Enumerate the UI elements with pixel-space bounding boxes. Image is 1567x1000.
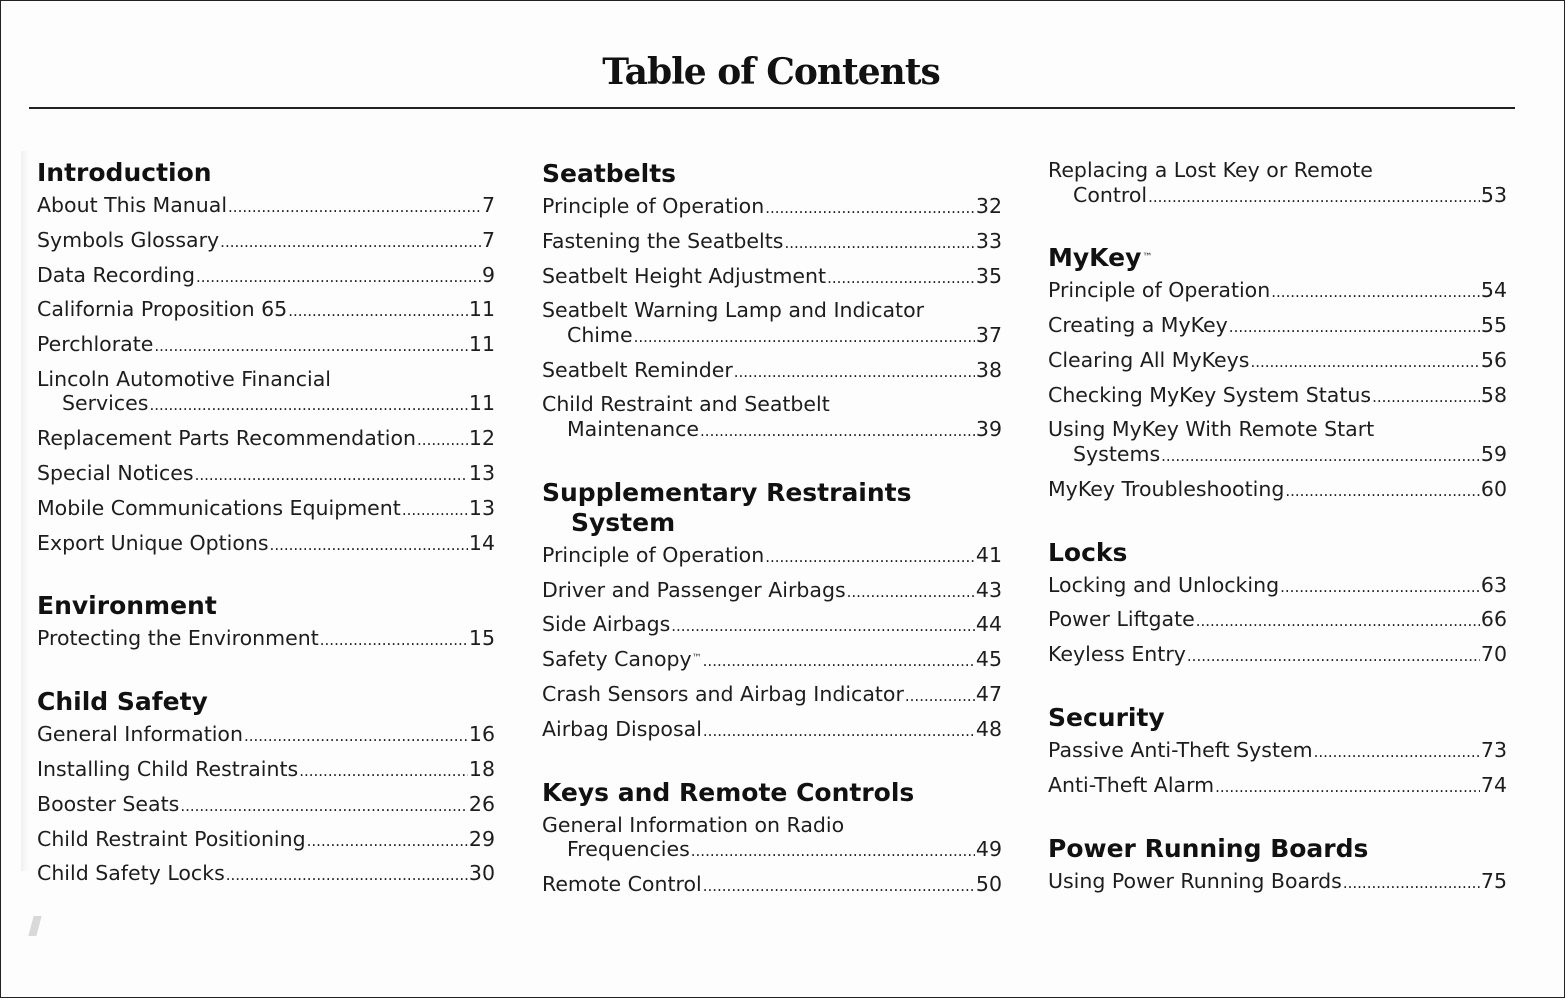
entry-page-number: 7 [481, 227, 495, 252]
entry-page-number: 60 [1480, 476, 1507, 501]
entry-label: Locking and Unlocking [1048, 572, 1280, 597]
entry-label: Creating a MyKey [1048, 313, 1228, 338]
entry-page-number: 54 [1480, 278, 1507, 303]
entry-page-number: 9 [481, 262, 495, 287]
section-heading-text: Keys and Remote Controls [542, 777, 915, 807]
section-spacer [542, 752, 1002, 778]
title-divider [29, 107, 1515, 109]
toc-entry [37, 263, 495, 290]
toc-section [1048, 677, 1507, 799]
dot-leader [1280, 573, 1480, 600]
trademark-mark: ™ [691, 653, 702, 665]
entry-page-number: 33 [975, 228, 1002, 253]
dot-leader [827, 264, 975, 291]
section-spacer [1048, 677, 1507, 703]
entry-page-number: 7 [481, 193, 495, 217]
entry-label-wrap [37, 722, 243, 747]
entry-label: Perchlorate [37, 332, 154, 357]
entry-label-continued: Frequencies [567, 837, 690, 862]
entry-label-wrap [37, 827, 306, 852]
entry-label: General Information on Radio [542, 812, 845, 837]
entry-page-number: 14 [468, 530, 495, 555]
toc-entry [37, 367, 495, 418]
entry-page-number: 13 [468, 461, 495, 486]
toc-entry [1048, 278, 1507, 305]
toc-section [1048, 217, 1507, 503]
entry-label: Using Power Running Boards [1048, 868, 1342, 893]
toc-entry [37, 792, 495, 819]
dot-leader [703, 717, 975, 744]
toc-entry [37, 827, 495, 854]
entry-page-number: 63 [1480, 572, 1507, 597]
entry-page-number: 47 [975, 681, 1002, 706]
trademark-mark: ™ [1142, 252, 1153, 264]
entry-label: Safety Canopy [542, 647, 692, 672]
entry-label-wrap [542, 647, 702, 672]
section-heading [1048, 243, 1507, 273]
entry-label: Side Airbags [542, 612, 671, 637]
section-heading-text: MyKey [1048, 243, 1142, 273]
toc-entry [1048, 738, 1507, 765]
dot-leader [734, 358, 975, 385]
dot-leader [703, 647, 975, 674]
toc-entry [542, 872, 1002, 899]
toc-section [37, 565, 495, 653]
entry-label-wrap [1048, 278, 1270, 303]
entry-label: Using MyKey With Remote Start [1048, 417, 1375, 442]
toc-section [542, 159, 1002, 443]
dot-leader [1314, 738, 1480, 765]
dot-leader [765, 543, 975, 570]
dot-leader [765, 194, 975, 221]
toc-entry [37, 496, 495, 523]
dot-leader [1285, 477, 1480, 504]
dot-leader [228, 193, 481, 220]
dot-leader [299, 757, 468, 784]
entry-label-continued: Maintenance [567, 416, 700, 441]
entry-page-number: 18 [468, 757, 495, 782]
entry-page-number: 32 [975, 194, 1002, 218]
dot-leader [1215, 773, 1480, 800]
dot-leader [671, 612, 975, 639]
section-heading-text: Introduction [37, 158, 212, 187]
entry-label: Booster Seats [37, 791, 180, 816]
dot-leader [691, 837, 975, 864]
entry-line-2 [542, 837, 1002, 864]
entry-label: Airbag Disposal [542, 716, 702, 741]
dot-leader [703, 872, 975, 899]
entry-page-number: 53 [1480, 182, 1507, 207]
entry-page-number: 16 [468, 722, 495, 747]
dot-leader [1161, 442, 1480, 469]
toc-entry [1048, 158, 1507, 209]
toc-entry [37, 461, 495, 488]
entry-page-number: 50 [975, 871, 1002, 896]
toc-column-3 [1048, 158, 1507, 903]
entry-label: Protecting the Environment [37, 626, 319, 651]
entry-label: Principle of Operation [542, 542, 765, 567]
entry-label: Crash Sensors and Airbag Indicator [542, 681, 904, 706]
entry-page-number: 12 [468, 426, 495, 451]
dot-leader [195, 461, 468, 488]
entry-label-wrap [542, 264, 826, 289]
entry-page-number: 74 [1480, 772, 1507, 797]
toc-entry [1048, 773, 1507, 800]
section-heading [37, 591, 495, 621]
toc-section [542, 452, 1002, 743]
dot-leader [288, 297, 468, 324]
dot-leader [320, 626, 468, 653]
dot-leader [905, 682, 975, 709]
section-heading [1048, 703, 1507, 733]
entry-label: Special Notices [37, 461, 194, 486]
entry-label-wrap [37, 297, 287, 322]
toc-entry [542, 647, 1002, 674]
entry-label-wrap [542, 358, 733, 383]
section-heading [37, 158, 495, 188]
toc-entry [1048, 313, 1507, 340]
toc-entry [37, 297, 495, 324]
toc-entry [542, 298, 1002, 349]
section-heading-continued: System [571, 507, 676, 537]
section-heading [37, 687, 495, 717]
section-spacer [1048, 512, 1507, 538]
entry-page-number: 43 [975, 577, 1002, 602]
entry-line-2 [1048, 442, 1507, 469]
entry-label-continued: Services [62, 391, 149, 416]
entry-label-wrap [542, 194, 764, 219]
entry-page-number: 55 [1480, 313, 1507, 338]
toc-entry [542, 578, 1002, 605]
section-spacer [1048, 808, 1507, 834]
entry-page-number: 59 [1480, 441, 1507, 466]
entry-label: Fastening the Seatbelts [542, 228, 784, 253]
entry-page-number: 11 [468, 391, 495, 416]
entry-label: Seatbelt Reminder [542, 357, 733, 382]
toc-entry [37, 228, 495, 255]
toc-entry [542, 612, 1002, 639]
dot-leader [784, 229, 974, 256]
toc-entry [1048, 383, 1507, 410]
entry-label-wrap [542, 612, 670, 637]
section-heading-text: Seatbelts [542, 159, 677, 188]
dot-leader [244, 722, 468, 749]
entry-label-wrap [1048, 348, 1249, 373]
entry-label-continued: Control [1073, 182, 1148, 207]
entry-page-number: 58 [1480, 382, 1507, 407]
toc-entry [1048, 607, 1507, 634]
toc-entry [37, 332, 495, 359]
section-spacer [37, 661, 495, 687]
entry-label-wrap [1048, 573, 1279, 598]
entry-label-wrap [1048, 642, 1186, 667]
entry-label-wrap [37, 792, 179, 817]
entry-label: Driver and Passenger Airbags [542, 577, 846, 602]
dot-leader [149, 391, 467, 418]
entry-label: Lincoln Automotive Financial [37, 366, 331, 391]
toc-entry [37, 861, 495, 888]
toc-entry [542, 717, 1002, 744]
entry-page-number: 37 [975, 322, 1002, 347]
entry-label: Principle of Operation [1048, 278, 1271, 303]
entry-label-wrap [37, 496, 401, 521]
entry-label-wrap [1048, 313, 1228, 338]
entry-label-wrap [542, 578, 846, 603]
dot-leader [402, 496, 468, 523]
entry-label-wrap [542, 682, 904, 707]
toc-section [1048, 512, 1507, 669]
dot-leader [1148, 183, 1480, 210]
entry-label-wrap [37, 228, 219, 253]
entry-label-continued: Chime [567, 322, 633, 347]
entry-label: Mobile Communications Equipment [37, 495, 401, 520]
toc-entry [37, 426, 495, 453]
dot-leader [1271, 278, 1480, 305]
section-heading [1048, 538, 1507, 568]
dot-leader [154, 332, 468, 359]
toc-entry [1048, 869, 1507, 896]
entry-label-wrap [37, 332, 153, 357]
dot-leader [1187, 642, 1480, 669]
entry-label-wrap [542, 872, 702, 897]
entry-label: Clearing All MyKeys [1048, 347, 1250, 372]
entry-page-number: 11 [468, 332, 495, 357]
toc-entry [542, 813, 1002, 864]
toc-section [37, 661, 495, 888]
toc-column-1 [37, 158, 495, 896]
entry-label-wrap [1048, 773, 1214, 798]
entry-page-number: 49 [975, 837, 1002, 862]
entry-label: Seatbelt Height Adjustment [542, 263, 827, 288]
section-spacer [542, 452, 1002, 478]
section-heading [542, 159, 1002, 189]
toc-section [542, 752, 1002, 899]
section-heading-text: Environment [37, 591, 217, 621]
section-spacer [1048, 217, 1507, 243]
section-heading-text: Child Safety [37, 687, 208, 717]
entry-page-number: 11 [468, 297, 495, 322]
entry-label: Child Safety Locks [37, 861, 225, 886]
scan-artifact [28, 916, 41, 936]
entry-label: About This Manual [37, 193, 228, 217]
entry-label: Principle of Operation [542, 194, 765, 218]
entry-page-number: 70 [1480, 642, 1507, 667]
entry-label-wrap [542, 717, 702, 742]
section-heading [542, 778, 1002, 808]
dot-leader [307, 827, 468, 854]
entry-label: MyKey Troubleshooting [1048, 476, 1285, 501]
entry-page-number: 45 [975, 647, 1002, 672]
entry-label: Installing Child Restraints [37, 757, 299, 782]
entry-line-2 [1048, 183, 1507, 210]
toc-section [1048, 158, 1507, 209]
toc-entry [542, 229, 1002, 256]
entry-label: Anti-Theft Alarm [1048, 772, 1215, 797]
section-heading-text: Locks [1048, 537, 1128, 567]
toc-entry [37, 626, 495, 653]
entry-line-2 [542, 417, 1002, 444]
dot-leader [417, 426, 468, 453]
toc-entry [542, 358, 1002, 385]
entry-label: Replacement Parts Recommendation [37, 426, 417, 451]
entry-label: Keyless Entry [1048, 642, 1186, 667]
entry-label: Passive Anti-Theft System [1048, 737, 1313, 762]
toc-section [37, 158, 495, 557]
entry-label: Symbols Glossary [37, 227, 220, 252]
dot-leader [634, 323, 975, 350]
section-heading [542, 478, 1002, 538]
dot-leader [1343, 869, 1480, 896]
entry-label-wrap [37, 263, 195, 288]
dot-leader [226, 861, 468, 888]
toc-entry [542, 543, 1002, 570]
toc-column-2 [542, 159, 1002, 907]
entry-line-2 [542, 323, 1002, 350]
entry-label-wrap [37, 193, 227, 218]
toc-entry [37, 757, 495, 784]
entry-label-wrap [37, 861, 225, 886]
entry-label: Checking MyKey System Status [1048, 382, 1372, 407]
entry-label: Child Restraint and Seatbelt [542, 392, 830, 417]
entry-label: General Information [37, 722, 243, 747]
page-title: Table of Contents [602, 51, 940, 93]
entry-page-number: 66 [1480, 607, 1507, 632]
dot-leader [1196, 607, 1480, 634]
toc-entry [1048, 573, 1507, 600]
entry-page-number: 35 [975, 263, 1002, 288]
entry-page-number: 41 [975, 542, 1002, 567]
entry-label: Export Unique Options [37, 530, 269, 555]
entry-page-number: 30 [468, 861, 495, 886]
dot-leader [847, 578, 975, 605]
entry-page-number: 38 [975, 357, 1002, 382]
entry-label: Replacing a Lost Key or Remote [1048, 158, 1373, 182]
entry-label: Child Restraint Positioning [37, 826, 306, 851]
entry-page-number: 39 [975, 416, 1002, 441]
dot-leader [1229, 313, 1480, 340]
entry-label-wrap [1048, 607, 1195, 632]
toc-entry [542, 264, 1002, 291]
entry-line-2 [37, 391, 495, 418]
toc-entry [1048, 642, 1507, 669]
entry-label-wrap [37, 531, 269, 556]
entry-page-number: 29 [468, 826, 495, 851]
toc-section [1048, 808, 1507, 896]
entry-page-number: 44 [975, 612, 1002, 637]
entry-label-wrap [37, 426, 416, 451]
toc-entry [1048, 348, 1507, 375]
entry-label-continued: Systems [1073, 441, 1161, 466]
entry-page-number: 73 [1480, 737, 1507, 762]
entry-label-wrap [1048, 477, 1284, 502]
entry-label: Power Liftgate [1048, 607, 1195, 632]
section-heading-text: Supplementary Restraints [542, 477, 912, 507]
entry-page-number: 56 [1480, 347, 1507, 372]
entry-page-number: 13 [468, 495, 495, 520]
entry-label-wrap [37, 461, 194, 486]
entry-label-wrap [1048, 383, 1371, 408]
entry-label-wrap [37, 626, 319, 651]
entry-label: California Proposition 65 [37, 297, 288, 322]
dot-leader [700, 417, 975, 444]
entry-label: Data Recording [37, 262, 195, 287]
entry-label-wrap [542, 543, 764, 568]
entry-page-number: 26 [468, 791, 495, 816]
dot-leader [180, 792, 468, 819]
entry-label-wrap [37, 757, 298, 782]
toc-entry [37, 193, 495, 220]
dot-leader [220, 228, 481, 255]
entry-label-wrap [1048, 869, 1342, 894]
scan-edge-shadow [21, 151, 29, 871]
entry-label: Remote Control [542, 871, 702, 896]
dot-leader [270, 531, 468, 558]
dot-leader [196, 263, 481, 290]
section-spacer [37, 565, 495, 591]
dot-leader [1250, 348, 1479, 375]
entry-label-wrap [1048, 738, 1313, 763]
entry-label-wrap [542, 229, 783, 254]
toc-entry [1048, 417, 1507, 468]
toc-entry [542, 392, 1002, 443]
toc-entry [37, 531, 495, 558]
dot-leader [1372, 383, 1480, 410]
entry-page-number: 48 [975, 716, 1002, 741]
entry-label: Seatbelt Warning Lamp and Indicator [542, 298, 925, 323]
toc-entry [37, 722, 495, 749]
toc-entry [1048, 477, 1507, 504]
toc-entry [542, 194, 1002, 221]
toc-entry [542, 682, 1002, 709]
section-heading-text: Security [1048, 702, 1165, 732]
section-heading [1048, 834, 1507, 864]
section-heading-text: Power Running Boards [1048, 833, 1369, 863]
entry-page-number: 75 [1480, 868, 1507, 893]
entry-page-number: 15 [468, 626, 495, 651]
